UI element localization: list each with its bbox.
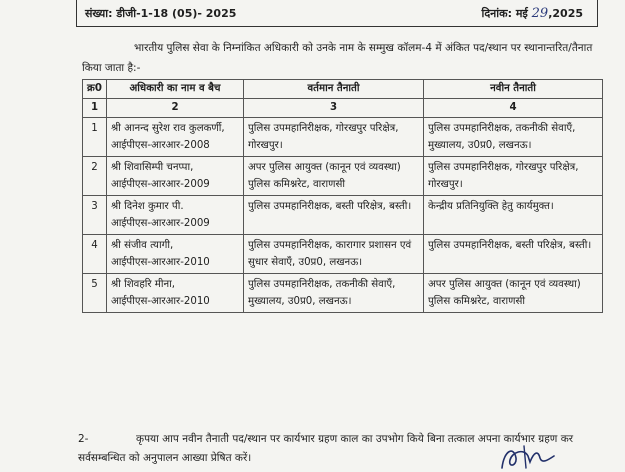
officer-batch: आईपीएस-आरआर-2010 — [111, 257, 210, 268]
table-row — [83, 196, 603, 235]
current-posting: पुलिस उपमहानिरीक्षक, तकनीकी सेवाएँ, मुख्यालय, उ0प्र0, लखनऊ। — [244, 274, 424, 313]
intro-paragraph: भारतीय पुलिस सेवा के निम्नांकित अधिकारी को उनके नाम के सम्मुख कॉलम-4 में अंकित पद/स्थान पर स्थानान्तरित/तैनात किया जाता है:- — [82, 42, 593, 74]
serial-number: 5 — [83, 274, 107, 313]
paragraph-number: 2- — [78, 433, 89, 445]
new-posting: पुलिस उपमहानिरीक्षक, गोरखपुर परिक्षेत्र, गोरखपुर। — [424, 157, 603, 196]
officer-cell — [107, 274, 244, 313]
instruction-text: कृपया आप नवीन तैनाती पद/स्थान पर कार्यभार ग्रहण काल का उपभोग किये बिना तत्काल अपना कार्यभार ग्रहण कर सर्वसम्बन्धित को अनुपालन आख्या प्रेषित करें। — [78, 433, 574, 464]
officer-cell — [107, 196, 244, 235]
serial-number: 3 — [83, 196, 107, 235]
current-posting: पुलिस उपमहानिरीक्षक, गोरखपुर परिक्षेत्र, गोरखपुर। — [244, 118, 424, 157]
serial-number: 2 — [83, 157, 107, 196]
handwritten-date-day: 29 — [531, 6, 549, 21]
table-header-row — [83, 80, 603, 99]
table-row — [83, 235, 603, 274]
reference-number: संख्या: डीजी-1-18 (05)- 2025 — [85, 7, 237, 20]
serial-number: 1 — [83, 118, 107, 157]
officer-batch: आईपीएस-आरआर-2009 — [111, 179, 210, 190]
new-posting: पुलिस उपमहानिरीक्षक, तकनीकी सेवाएँ, मुख्यालय, उ0प्र0, लखनऊ। — [424, 118, 603, 157]
officer-cell — [107, 118, 244, 157]
current-posting: पुलिस उपमहानिरीक्षक, कारागार प्रशासन एवं सुधार सेवाएँ, उ0प्र0, लखनऊ। — [244, 235, 424, 274]
officer-name: श्री संजीव त्यागी, — [111, 240, 174, 251]
header-officer: अधिकारी का नाम व बैच — [107, 80, 244, 99]
header-current-posting: वर्तमान तैनाती — [244, 80, 424, 99]
serial-number: 4 — [83, 235, 107, 274]
officer-cell — [107, 235, 244, 274]
new-posting: अपर पुलिस आयुक्त (कानून एवं व्यवस्था) पुलिस कमिश्नरेट, वाराणसी — [424, 274, 603, 313]
header-serial: क्र0 — [83, 80, 107, 99]
order-date: दिनांक: मई 29,2025 — [481, 6, 583, 21]
officer-name: श्री दिनेश कुमार पी. — [111, 201, 184, 212]
officer-batch: आईपीएस-आरआर-2010 — [111, 296, 210, 307]
officer-cell — [107, 157, 244, 196]
header-new-posting: नवीन तैनाती — [424, 80, 603, 99]
officer-name: श्री शिवासिम्पी चनप्पा, — [111, 162, 194, 173]
column-number-row: 1 2 3 4 — [83, 99, 603, 118]
officer-name: श्री शिवहरि मीना, — [111, 279, 176, 290]
officer-batch: आईपीएस-आरआर-2008 — [111, 140, 210, 151]
officer-batch: आईपीएस-आरआर-2009 — [111, 218, 210, 229]
table-row — [83, 118, 603, 157]
new-posting: पुलिस उपमहानिरीक्षक, बस्ती परिक्षेत्र, बस्ती। — [424, 235, 603, 274]
table-row — [83, 274, 603, 313]
current-posting: पुलिस उपमहानिरीक्षक, बस्ती परिक्षेत्र, बस्ती। — [244, 196, 424, 235]
transfer-table — [82, 79, 603, 313]
officer-name: श्री आनन्द सुरेश राव कुलकर्णी, — [111, 123, 225, 134]
table-row — [83, 157, 603, 196]
signature-icon — [494, 440, 564, 472]
order-header — [76, 0, 598, 27]
new-posting: केन्द्रीय प्रतिनियुक्ति हेतु कार्यमुक्त। — [424, 196, 603, 235]
current-posting: अपर पुलिस आयुक्त (कानून एवं व्यवस्था) पुलिस कमिश्नरेट, वाराणसी — [244, 157, 424, 196]
